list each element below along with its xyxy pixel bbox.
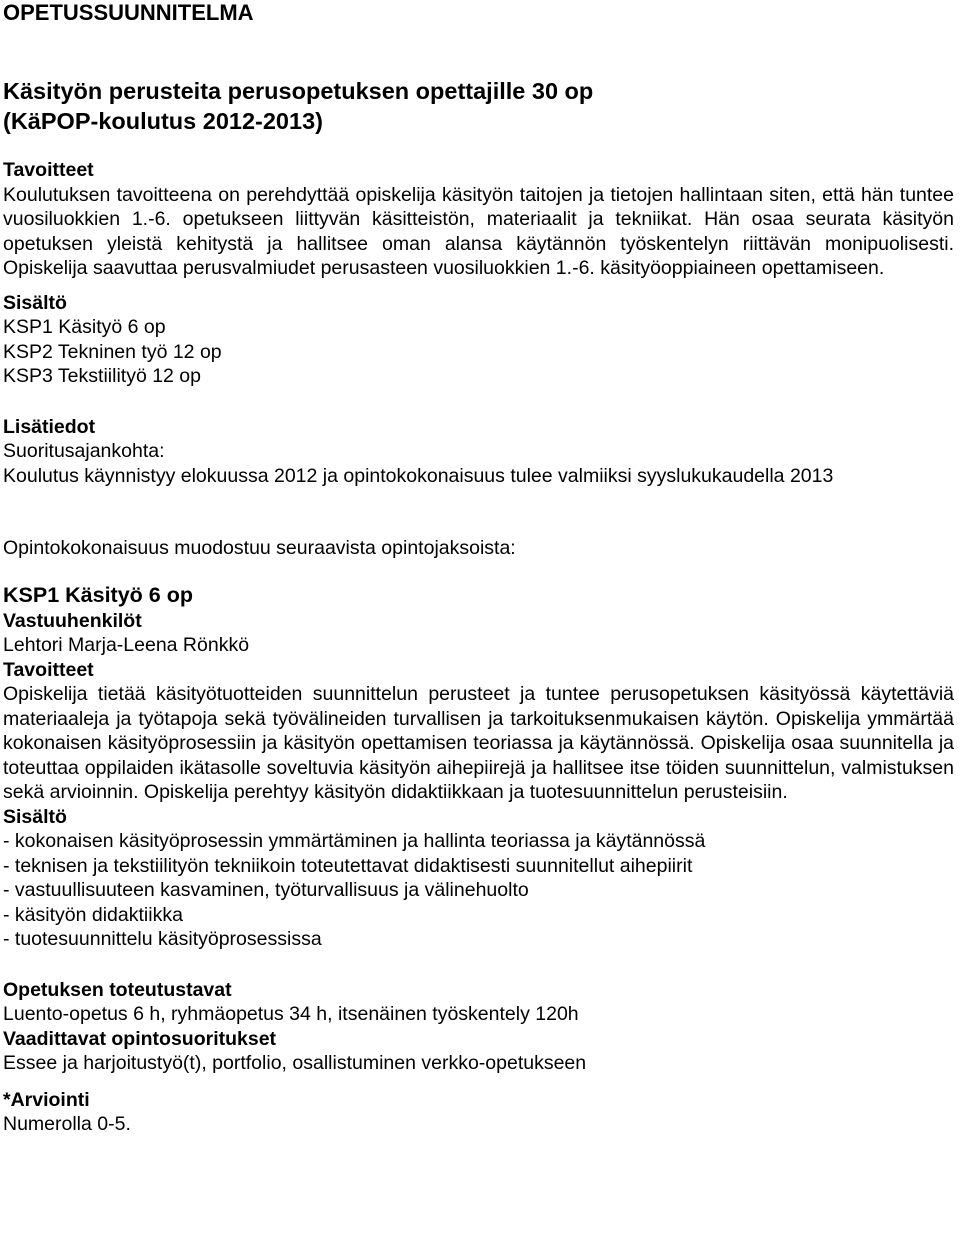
requirements-text: Essee ja harjoitustyö(t), portfolio, osallistuminen verkko-opetukseen (3, 1052, 587, 1074)
assessment-heading: *Arviointi (3, 1088, 90, 1111)
course-title-line-2: (KäPOP-koulutus 2012-2013) (3, 108, 323, 134)
module-content-heading: Sisältö (3, 805, 67, 828)
list-item: - käsityön didaktiikka (3, 903, 183, 926)
content-list (3, 315, 954, 389)
list-item: - tuotesuunnittelu käsityöprosessissa (3, 928, 322, 950)
overview-content-section (3, 291, 954, 389)
module-section (3, 581, 954, 1137)
module-title: KSP1 Käsityö 6 op (3, 582, 193, 607)
info-text: Koulutus käynnistyy elokuussa 2012 ja opintokokonaisuus tulee valmiiksi syyslukukaudella 2013 (3, 464, 834, 487)
responsible-name: Lehtori Marja-Leena Rönkkö (3, 634, 250, 656)
list-item: - vastuullisuuteen kasvaminen, työturvallisuus ja välinehuolto (3, 879, 529, 901)
responsible-heading: Vastuuhenkilöt (3, 609, 142, 632)
info-heading: Lisätiedot (3, 415, 96, 438)
list-item: KSP1 Käsityö 6 op (3, 316, 166, 338)
assessment-text: Numerolla 0-5. (3, 1113, 131, 1135)
module-goals-text: Opiskelija tietää käsityötuotteiden suunnittelun perusteet ja tuntee perusopetuksen käsityössä käytettäviä materiaaleja ja työtapoja sekä työvälineiden turvallisen ja tarkoituksenmukaisen käytön. Opiskelija ymmärtää kokonaisen käsityöprosessiin ja käsityön opettamisen teoriassa ja käytännössä. Opiskelija osaa suunnitella ja toteuttaa oppilaiden ikätasolle soveltuvia käsityön aihepiirejä ja hallitsee itse töiden suunnittelun, valmistuksen sekä arvioinnin. Opiskelija perehtyy käsityön didaktiikkaan ja tuotesuunnittelun perusteisiin. (3, 683, 954, 803)
overview-info-section (3, 415, 954, 489)
course-title (3, 76, 954, 136)
methods-text: Luento-opetus 6 h, ryhmäopetus 34 h, itsenäinen työskentely 120h (3, 1003, 579, 1025)
module-goals-heading: Tavoitteet (3, 658, 94, 681)
list-item: KSP2 Tekninen työ 12 op (3, 340, 222, 363)
document-title: OPETUSSUUNNITELMA (3, 0, 254, 25)
goals-text: Koulutuksen tavoitteena on perehdyttää opiskelija käsityön taitojen ja tietojen hallintaan siten, että hän tuntee vuosiluokkien 1.-6. opetukseen liittyvän käsitteistön, materiaalit ja tekniikat. Hän osaa seurata käsityön opetuksen yleistä kehitystä ja hallitsee oman alansa käytännön työskentelyn riittävän monipuolisesti. Opiskelija saavuttaa perusvalmiudet perusasteen vuosiluokkien 1.-6. käsityöoppiaineen opettamiseen. (3, 183, 954, 279)
requirements-heading: Vaadittavat opintosuoritukset (3, 1027, 277, 1050)
list-item: - kokonaisen käsityöprosessin ymmärtäminen ja hallinta teoriassa ja käytännössä (3, 830, 706, 852)
info-label: Suoritusajankohta: (3, 440, 165, 462)
course-title-line-1: Käsityön perusteita perusopetuksen opettajille 30 op (3, 78, 594, 104)
methods-heading: Opetuksen toteutustavat (3, 978, 232, 1001)
goals-heading: Tavoitteet (3, 159, 94, 181)
composition-text: Opintokokonaisuus muodostuu seuraavista opintojaksoista: (3, 537, 516, 559)
module-content-list (3, 829, 954, 952)
list-item: KSP3 Tekstiilityö 12 op (3, 365, 201, 387)
content-heading: Sisältö (3, 291, 67, 314)
list-item: - teknisen ja tekstiilityön tekniikoin toteutettavat didaktisesti suunnitellut aihepiirit (3, 854, 693, 877)
overview-goals-section (3, 158, 954, 281)
